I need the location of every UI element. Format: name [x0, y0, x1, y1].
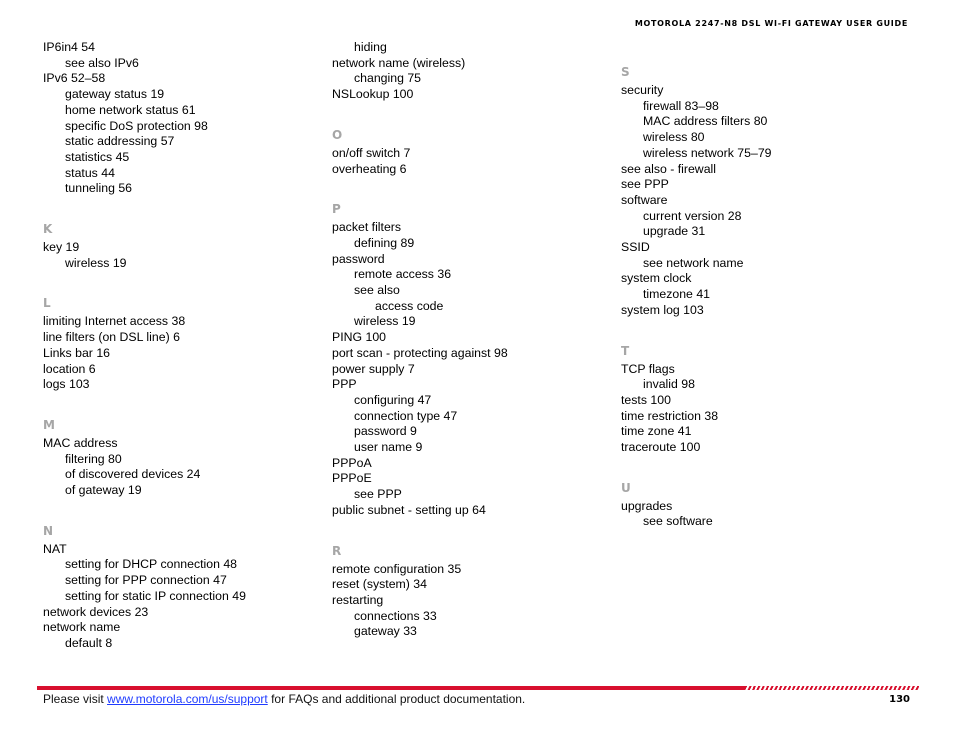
- index-subentry: setting for PPP connection 47: [65, 573, 227, 588]
- index-subentry: defining 89: [354, 235, 415, 250]
- index-entry: on/off switch 7: [332, 145, 411, 160]
- index-entry: system clock: [621, 271, 692, 286]
- index-subentry: see also IPv6: [65, 55, 139, 70]
- index-entry: PPP: [332, 377, 357, 392]
- index-subentry: configuring 47: [354, 392, 432, 407]
- section-letter: K: [43, 222, 53, 237]
- section-letter: N: [43, 523, 54, 538]
- index-entry: PPPoE: [332, 471, 372, 486]
- index-subentry: timezone 41: [643, 287, 710, 302]
- index-entry: public subnet - setting up 64: [332, 502, 486, 517]
- index-subentry: specific DoS protection 98: [65, 118, 208, 133]
- index-entry: network devices 23: [43, 604, 149, 619]
- index-entry: line filters (on DSL line) 6: [43, 330, 180, 345]
- footer-rule-hatch: [745, 686, 919, 690]
- index-subentry: see software: [643, 514, 713, 529]
- index-subentry: setting for DHCP connection 48: [65, 557, 238, 572]
- index-entry: key 19: [43, 240, 80, 255]
- index-subentry: hiding: [354, 40, 387, 54]
- index-subentry: user name 9: [354, 440, 423, 455]
- index-entry: PING 100: [332, 330, 386, 345]
- page-number: 130: [889, 694, 910, 705]
- index-entry: packet filters: [332, 220, 402, 235]
- index-entry: location 6: [43, 361, 96, 376]
- index-entry: logs 103: [43, 377, 90, 392]
- index-entry: upgrades: [621, 498, 673, 513]
- index-subentry: password 9: [354, 424, 417, 439]
- index-section: [332, 40, 602, 103]
- index-section: [621, 480, 911, 530]
- index-subentry: gateway status 19: [65, 87, 165, 102]
- index-entry: network name (wireless): [332, 55, 466, 70]
- section-letter: L: [43, 296, 51, 311]
- index-subentry: home network status 61: [65, 102, 196, 117]
- index-subentry: default 8: [65, 635, 113, 650]
- index-subentry: status 44: [65, 165, 115, 180]
- index-entry: limiting Internet access 38: [43, 314, 186, 329]
- index-entry: IPv6 52–58: [43, 71, 106, 86]
- index-entry: password: [332, 251, 385, 266]
- index-subentry: changing 75: [354, 71, 422, 86]
- index-entry: reset (system) 34: [332, 577, 427, 592]
- index-subentry: statistics 45: [65, 149, 130, 164]
- index-subentry: connections 33: [354, 608, 437, 623]
- index-subentry: connection type 47: [354, 408, 458, 423]
- index-section: [43, 295, 313, 393]
- index-entry: TCP flags: [621, 361, 675, 376]
- index-entry: time zone 41: [621, 424, 692, 439]
- section-letter: M: [43, 417, 55, 432]
- index-entry: PPPoA: [332, 455, 372, 470]
- index-column-2: [332, 40, 602, 640]
- section-letter: O: [332, 127, 343, 142]
- index-subentry: invalid 98: [643, 377, 695, 392]
- index-subentry: of discovered devices 24: [65, 467, 201, 482]
- index-entry: Links bar 16: [43, 345, 110, 360]
- index-subentry: wireless network 75–79: [643, 145, 772, 160]
- running-header: MOTOROLA 2247-N8 DSL WI-FI GATEWAY USER GUIDE: [634, 19, 908, 28]
- index-section: [332, 201, 602, 518]
- index-subentry: setting for static IP connection 49: [65, 588, 246, 603]
- index-entry: tests 100: [621, 392, 671, 407]
- index-subentry: gateway 33: [354, 624, 417, 639]
- index-entry: see PPP: [621, 177, 669, 192]
- support-link[interactable]: www.motorola.com/us/support: [107, 692, 268, 706]
- index-subentry: wireless 19: [354, 314, 416, 329]
- index-entry: traceroute 100: [621, 440, 701, 455]
- index-column-3: [621, 40, 911, 530]
- index-entry: restarting: [332, 592, 384, 607]
- index-entry: MAC address: [43, 435, 118, 450]
- section-letter: P: [332, 202, 341, 217]
- index-subentry: static addressing 57: [65, 134, 175, 149]
- footer-text: [43, 692, 525, 706]
- index-section: [621, 343, 911, 456]
- index-entry: SSID: [621, 240, 650, 255]
- index-entry: software: [621, 192, 668, 207]
- index-entry: NSLookup 100: [332, 87, 414, 102]
- index-subentry: firewall 83–98: [643, 98, 719, 113]
- index-section: [43, 221, 313, 271]
- index-subentry: filtering 80: [65, 451, 122, 466]
- index-subentry: see network name: [643, 255, 744, 270]
- index-entry: port scan - protecting against 98: [332, 345, 508, 360]
- index-entry: remote configuration 35: [332, 561, 462, 576]
- index-subentry: wireless 19: [65, 255, 127, 270]
- index-subentry: MAC address filters 80: [643, 114, 768, 129]
- index-entry: security: [621, 83, 664, 97]
- index-subentry: remote access 36: [354, 267, 452, 282]
- index-subentry: access code: [375, 298, 444, 313]
- index-entry: IP6in4 54: [43, 40, 95, 54]
- section-letter: S: [621, 65, 630, 79]
- index-entry: NAT: [43, 541, 67, 556]
- index-subentry: current version 28: [643, 208, 742, 223]
- section-letter: U: [621, 480, 631, 495]
- index-subentry: see PPP: [354, 487, 402, 502]
- index-subentry: of gateway 19: [65, 483, 142, 498]
- section-letter: R: [332, 543, 342, 558]
- footer-rule: [37, 686, 745, 690]
- index-subentry: tunneling 56: [65, 181, 133, 196]
- index-entry: system log 103: [621, 302, 704, 317]
- index-section: [621, 64, 911, 319]
- index-column-1: [43, 40, 313, 652]
- index-section: [332, 543, 602, 641]
- footer-prefix: Please visit: [43, 692, 108, 706]
- footer-suffix: for FAQs and additional product documentation.: [267, 692, 526, 706]
- index-subentry: upgrade 31: [643, 224, 706, 239]
- index-section: [43, 523, 313, 652]
- index-entry: time restriction 38: [621, 408, 719, 423]
- index-entry: network name: [43, 620, 121, 635]
- index-entry: overheating 6: [332, 161, 407, 176]
- index-section: [332, 127, 602, 177]
- index-subentry: wireless 80: [643, 130, 705, 145]
- index-subentry: see also: [354, 283, 400, 298]
- index-entry: see also - firewall: [621, 161, 716, 176]
- index-entry: power supply 7: [332, 361, 415, 376]
- index-section: [43, 40, 313, 197]
- index-section: [43, 417, 313, 499]
- section-letter: T: [621, 343, 630, 358]
